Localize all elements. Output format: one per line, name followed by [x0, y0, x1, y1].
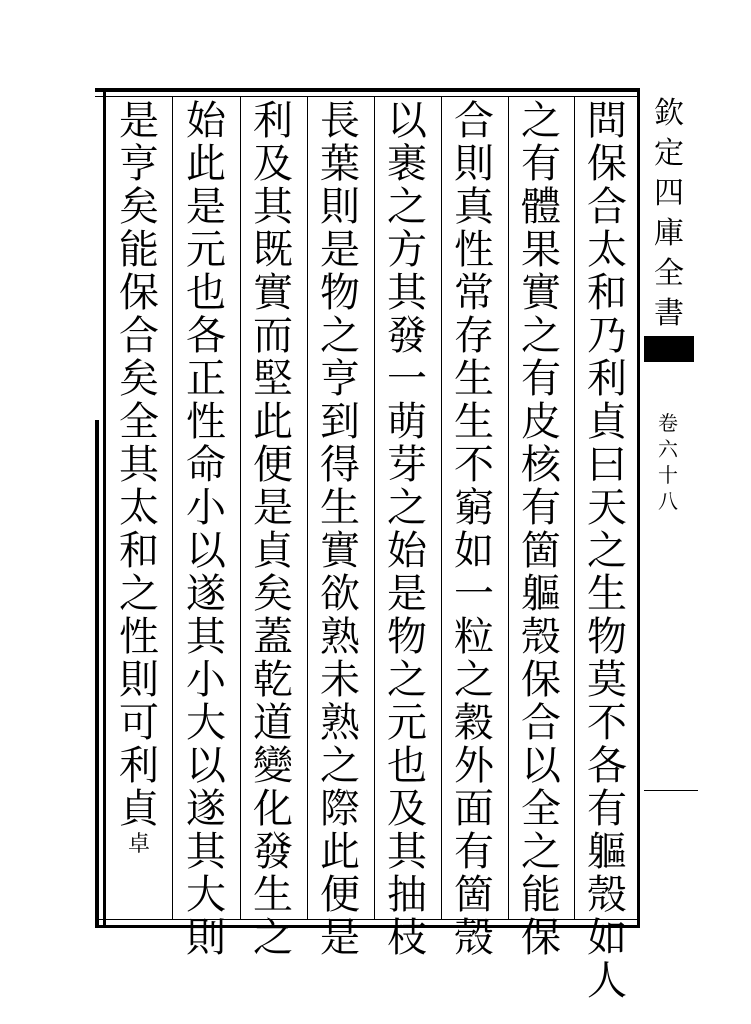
- glyph: 大: [186, 872, 226, 918]
- column-divider: [374, 96, 375, 920]
- glyph: 一: [387, 356, 427, 402]
- glyph: 箇: [454, 872, 494, 918]
- frame-top-border: [95, 88, 640, 92]
- margin-glyph: 卷: [658, 411, 678, 435]
- glyph: 粒: [454, 614, 494, 660]
- margin-book-title: [640, 94, 698, 334]
- glyph: 此: [253, 399, 293, 445]
- glyph: 也: [387, 743, 427, 789]
- glyph: 有: [454, 829, 494, 875]
- glyph: 有: [587, 786, 627, 832]
- glyph: 葉: [320, 141, 360, 187]
- glyph: 未: [320, 657, 360, 703]
- glyph: 之: [587, 528, 627, 574]
- glyph: 之: [454, 657, 494, 703]
- glyph: 方: [387, 227, 427, 273]
- glyph: 有: [521, 141, 561, 187]
- glyph: 和: [587, 270, 627, 316]
- glyph: 始: [186, 98, 226, 144]
- glyph: 及: [387, 786, 427, 832]
- glyph: 命: [186, 442, 226, 488]
- text-column-4: [376, 98, 438, 961]
- glyph: 乃: [587, 313, 627, 359]
- glyph: 之: [521, 313, 561, 359]
- column-divider: [441, 96, 442, 920]
- glyph: 則: [119, 657, 159, 703]
- fishtail-mark: [644, 336, 694, 362]
- margin-glyph: 定: [654, 136, 684, 171]
- glyph: 如: [587, 915, 627, 961]
- column-divider: [307, 96, 308, 920]
- glyph: 實: [521, 270, 561, 316]
- glyph: 保: [119, 270, 159, 316]
- frame-left-thick-border: [95, 420, 99, 928]
- glyph: 生: [454, 356, 494, 402]
- glyph: 全: [119, 399, 159, 445]
- text-column-6: [242, 98, 304, 961]
- glyph: 之: [387, 657, 427, 703]
- glyph: 之: [521, 829, 561, 875]
- glyph: 殼: [521, 614, 561, 660]
- glyph: 曰: [587, 442, 627, 488]
- glyph: 一: [454, 571, 494, 617]
- glyph: 是: [387, 571, 427, 617]
- glyph: 變: [253, 743, 293, 789]
- glyph: 矣: [119, 356, 159, 402]
- glyph: 不: [587, 700, 627, 746]
- text-column-8: [108, 100, 170, 915]
- glyph: 及: [253, 141, 293, 187]
- glyph: 則: [454, 141, 494, 187]
- text-column-5: [309, 98, 371, 961]
- glyph: 常: [454, 270, 494, 316]
- glyph: 合: [119, 313, 159, 359]
- glyph: 則: [320, 184, 360, 230]
- glyph: 能: [119, 227, 159, 273]
- glyph: 也: [186, 270, 226, 316]
- glyph: 既: [253, 227, 293, 273]
- glyph: 便: [253, 442, 293, 488]
- glyph: 便: [320, 872, 360, 918]
- glyph: 合: [587, 184, 627, 230]
- glyph: 太: [587, 227, 627, 273]
- glyph: 之: [119, 571, 159, 617]
- margin-glyph: 書: [654, 296, 684, 331]
- glyph: 其: [387, 270, 427, 316]
- glyph: 亨: [320, 356, 360, 402]
- text-column-7: [175, 98, 237, 961]
- glyph: 之: [320, 743, 360, 789]
- glyph: 有: [521, 485, 561, 531]
- glyph: 是: [186, 184, 226, 230]
- glyph: 能: [521, 872, 561, 918]
- glyph: 莫: [587, 657, 627, 703]
- glyph: 利: [253, 98, 293, 144]
- glyph: 保: [587, 141, 627, 187]
- glyph: 是: [320, 915, 360, 961]
- glyph: 際: [320, 786, 360, 832]
- glyph: 裹: [387, 141, 427, 187]
- glyph: 窮: [454, 485, 494, 531]
- glyph: 其: [186, 829, 226, 875]
- glyph: 是: [253, 485, 293, 531]
- glyph: 太: [119, 485, 159, 531]
- glyph: 性: [454, 227, 494, 273]
- glyph: 到: [320, 399, 360, 445]
- glyph: 抽: [387, 872, 427, 918]
- margin-rule: [644, 790, 698, 791]
- glyph: 天: [587, 485, 627, 531]
- glyph: 是: [119, 98, 159, 144]
- glyph: 之: [521, 98, 561, 144]
- frame-top-inner-border: [95, 96, 640, 97]
- glyph: 殼: [587, 872, 627, 918]
- frame-left-border: [103, 92, 106, 928]
- glyph: 不: [454, 442, 494, 488]
- glyph: 其: [387, 829, 427, 875]
- glyph: 如: [454, 528, 494, 574]
- glyph: 真: [454, 184, 494, 230]
- glyph: 矣: [119, 184, 159, 230]
- glyph: 生: [454, 399, 494, 445]
- glyph: 和: [119, 528, 159, 574]
- glyph: 元: [186, 227, 226, 273]
- glyph: 長: [320, 98, 360, 144]
- glyph: 核: [521, 442, 561, 488]
- glyph: 以: [186, 743, 226, 789]
- glyph: 保: [521, 915, 561, 961]
- text-column-3: [443, 98, 505, 961]
- glyph: 體: [521, 184, 561, 230]
- glyph: 得: [320, 442, 360, 488]
- glyph: 穀: [454, 700, 494, 746]
- glyph: 熟: [320, 614, 360, 660]
- glyph: 有: [521, 356, 561, 402]
- glyph: 遂: [186, 786, 226, 832]
- glyph: 其: [119, 442, 159, 488]
- glyph: 面: [454, 786, 494, 832]
- glyph: 小: [186, 485, 226, 531]
- glyph: 實: [320, 528, 360, 574]
- margin-glyph: 欽: [654, 96, 684, 131]
- glyph: 全: [521, 786, 561, 832]
- glyph: 此: [320, 829, 360, 875]
- glyph: 矣: [253, 571, 293, 617]
- glyph: 始: [387, 528, 427, 574]
- glyph: 保: [521, 657, 561, 703]
- glyph: 利: [119, 743, 159, 789]
- glyph: 果: [521, 227, 561, 273]
- margin-glyph: 八: [658, 489, 678, 513]
- glyph: 萌: [387, 399, 427, 445]
- glyph: 以: [521, 743, 561, 789]
- glyph: 性: [186, 399, 226, 445]
- glyph: 物: [387, 614, 427, 660]
- glyph: 化: [253, 786, 293, 832]
- glyph: 殼: [454, 915, 494, 961]
- glyph: 物: [587, 614, 627, 660]
- margin-volume-label: [648, 410, 688, 514]
- column-divider: [240, 96, 241, 920]
- glyph: 人: [587, 958, 627, 1004]
- column-divider: [172, 96, 173, 920]
- glyph: 發: [387, 313, 427, 359]
- glyph: 箇: [521, 528, 561, 574]
- glyph: 存: [454, 313, 494, 359]
- glyph: 以: [186, 528, 226, 574]
- glyph: 芽: [387, 442, 427, 488]
- glyph: 貞: [253, 528, 293, 574]
- glyph: 實: [253, 270, 293, 316]
- glyph: 外: [454, 743, 494, 789]
- glyph: 發: [253, 829, 293, 875]
- glyph: 蓋: [253, 614, 293, 660]
- margin-glyph: 全: [654, 256, 684, 291]
- glyph: 之: [253, 915, 293, 961]
- glyph: 生: [253, 872, 293, 918]
- glyph: 問: [587, 98, 627, 144]
- glyph: 生: [587, 571, 627, 617]
- glyph: 性: [119, 614, 159, 660]
- glyph: 正: [186, 356, 226, 402]
- glyph: 貞: [119, 786, 159, 832]
- glyph: 軀: [587, 829, 627, 875]
- glyph: 貞: [587, 399, 627, 445]
- glyph: 生: [320, 485, 360, 531]
- glyph: 各: [186, 313, 226, 359]
- glyph: 欲: [320, 571, 360, 617]
- glyph: 之: [387, 184, 427, 230]
- margin-glyph: 庫: [654, 216, 684, 251]
- glyph: 熟: [320, 700, 360, 746]
- glyph: 而: [253, 313, 293, 359]
- glyph: 可: [119, 700, 159, 746]
- glyph: 堅: [253, 356, 293, 402]
- glyph: 利: [587, 356, 627, 402]
- margin-strip: [640, 90, 700, 930]
- glyph: 枝: [387, 915, 427, 961]
- glyph: 乾: [253, 657, 293, 703]
- glyph: 其: [186, 614, 226, 660]
- column-divider: [574, 96, 575, 920]
- text-column-2: [510, 98, 572, 961]
- glyph: 皮: [521, 399, 561, 445]
- glyph: 之: [387, 485, 427, 531]
- glyph: 此: [186, 141, 226, 187]
- glyph: 卓: [127, 832, 150, 857]
- glyph: 合: [454, 98, 494, 144]
- glyph: 則: [186, 915, 226, 961]
- column-divider: [508, 96, 509, 920]
- glyph: 之: [320, 313, 360, 359]
- text-column-1: [576, 98, 638, 1004]
- glyph: 物: [320, 270, 360, 316]
- glyph: 道: [253, 700, 293, 746]
- glyph: 是: [320, 227, 360, 273]
- glyph: 各: [587, 743, 627, 789]
- glyph: 其: [253, 184, 293, 230]
- margin-glyph: 四: [654, 176, 684, 211]
- glyph: 以: [387, 98, 427, 144]
- margin-glyph: 十: [658, 463, 678, 487]
- glyph: 軀: [521, 571, 561, 617]
- glyph: 亨: [119, 141, 159, 187]
- margin-glyph: 六: [658, 437, 678, 461]
- glyph: 合: [521, 700, 561, 746]
- glyph: 遂: [186, 571, 226, 617]
- glyph: 大: [186, 700, 226, 746]
- glyph: 小: [186, 657, 226, 703]
- glyph: 元: [387, 700, 427, 746]
